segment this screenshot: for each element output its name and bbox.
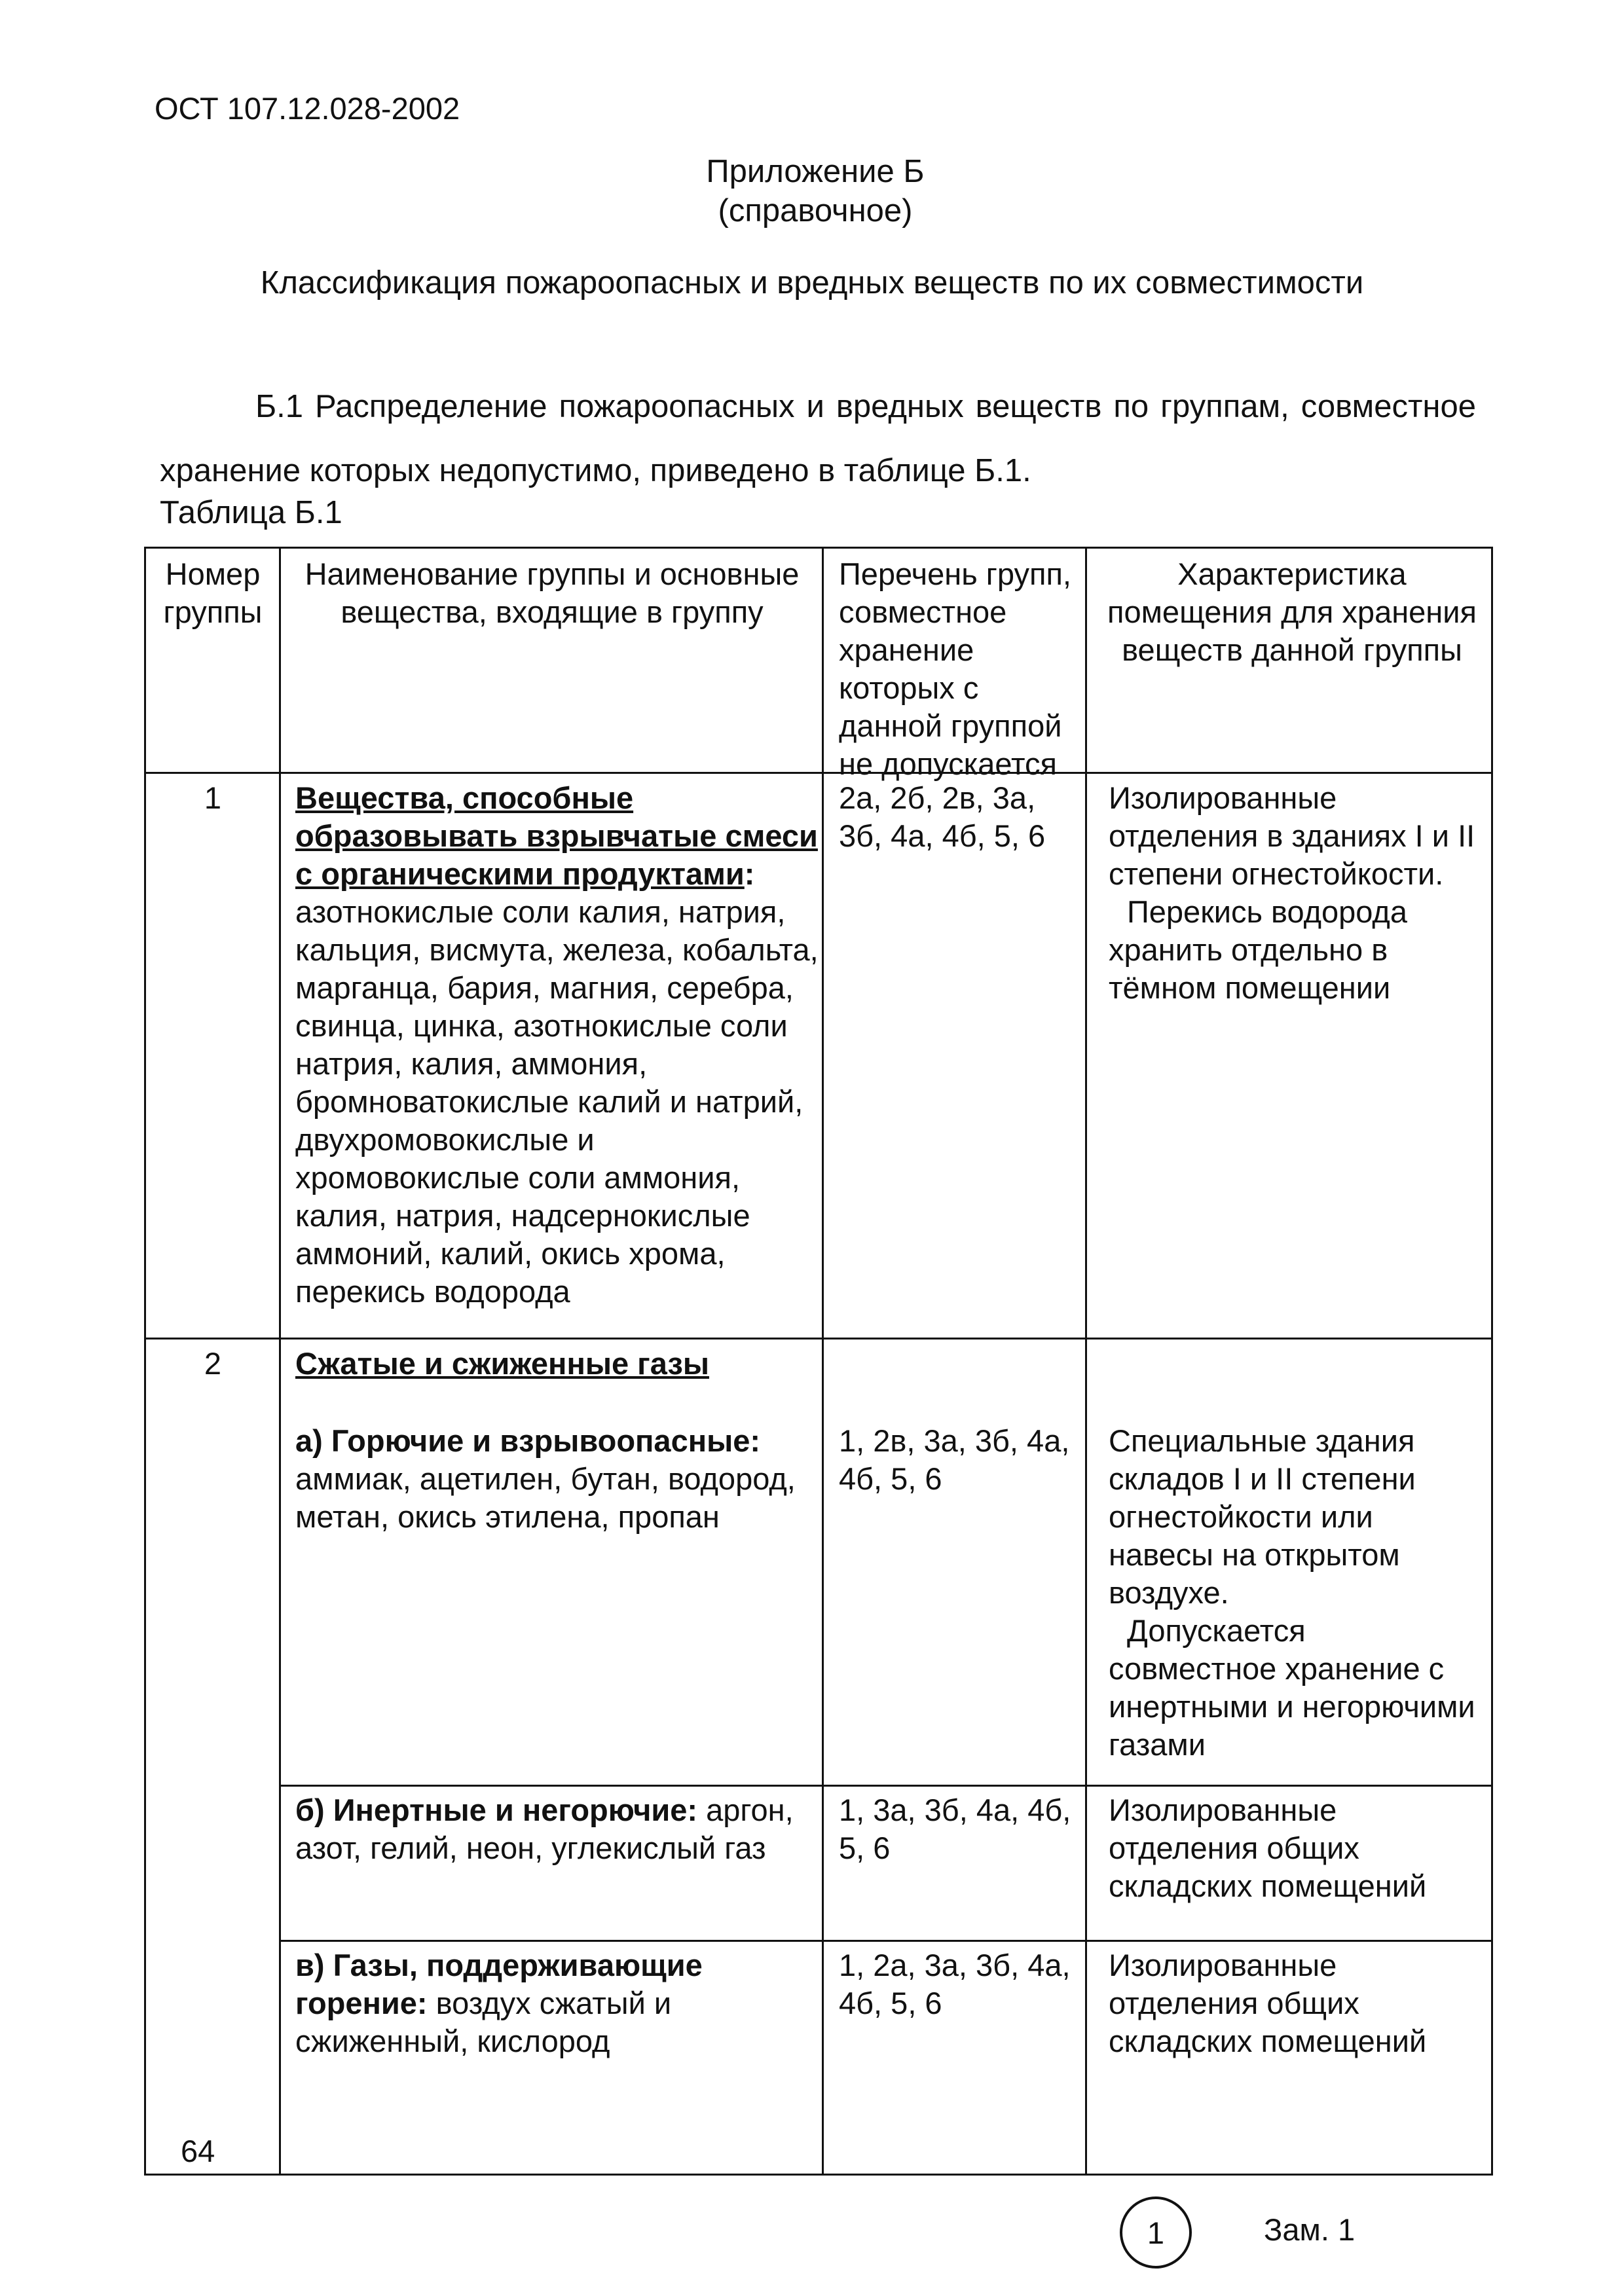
appendix-header bbox=[0, 152, 1624, 230]
revision-label: Зам. 1 bbox=[1264, 2212, 1356, 2247]
table-caption: Таблица Б.1 bbox=[160, 495, 342, 530]
row1-group-name bbox=[295, 779, 819, 1311]
row1-number: 1 bbox=[204, 780, 222, 815]
row2a-incompatible-groups: 1, 2в, 3а, 3б, 4а, 4б, 5, 6 bbox=[839, 1423, 1070, 1496]
column-divider bbox=[1085, 549, 1087, 2174]
row1-group-title: Вещества, способные образовывать взрывчатые смеси с органическими продуктами bbox=[295, 780, 818, 891]
page-number: 64 bbox=[181, 2134, 215, 2168]
classification-table bbox=[144, 547, 1493, 2176]
row2-group-title: Сжатые и сжиженные газы bbox=[295, 1346, 709, 1381]
row2c-storage: Изолированные отделения общих складских помещений bbox=[1109, 1948, 1427, 2058]
revision-number: 1 bbox=[1147, 2215, 1165, 2250]
header-incompatible-groups: Перечень групп, совместное хранение которых с данной группой не допускается bbox=[839, 556, 1071, 781]
row2b-storage: Изолированные отделения общих складских помещений bbox=[1109, 1793, 1427, 1903]
row-divider bbox=[146, 772, 1491, 774]
row1-group-substances: азотнокислые соли калия, натрия, кальция, висмута, железа, кобальта, марганца, бария, магния, серебра, свинца, цинка, азотнокислые соли натрия, калия, аммония, бромноватокислые калий и натрий, двухромовокислые и хромовокислые соли аммония, калия, натрия, надсернокислые аммоний, калий, окись хрома, перекись водорода bbox=[295, 894, 819, 1309]
row2a-group-name bbox=[295, 1422, 819, 1536]
appendix-type: (справочное) bbox=[718, 193, 913, 228]
row1-storage-main: Изолированные отделения в зданиях I и II степени огнестойкости. bbox=[1109, 780, 1475, 891]
row2b-incompatible-groups: 1, 3а, 3б, 4а, 4б, 5, 6 bbox=[839, 1793, 1071, 1865]
row2c-incompatible-groups: 1, 2а, 3а, 3б, 4а, 4б, 5, 6 bbox=[839, 1948, 1071, 2020]
row1-title-colon: : bbox=[744, 856, 755, 891]
intro-paragraph: Б.1 Распределение пожароопасных и вредных веществ по группам, совместное хранение которых недопустимо, приведено в таблице Б.1. bbox=[160, 389, 1476, 488]
row2a-storage-note: Допускается совместное хранение с инертными и негорючими газами bbox=[1109, 1613, 1475, 1762]
row2a-storage bbox=[1109, 1422, 1475, 1764]
header-storage: Характеристика помещения для хранения веществ данной группы bbox=[1107, 556, 1477, 667]
row2b-title: б) Инертные и негорючие: bbox=[295, 1793, 698, 1827]
row2-number: 2 bbox=[204, 1346, 222, 1381]
row2b-substances: аргон, азот, гелий, неон, углекислый газ bbox=[295, 1793, 794, 1865]
row-divider bbox=[146, 1338, 1491, 1339]
row2a-substances: аммиак, ацетилен, бутан, водород, метан, окись этилена, пропан bbox=[295, 1461, 796, 1534]
row1-storage-note: Перекись водорода хранить отдельно в тёмном помещении bbox=[1109, 894, 1407, 1005]
column-divider bbox=[822, 549, 824, 2174]
row1-incompatible-groups: 2а, 2б, 2в, 3а, 3б, 4а, 4б, 5, 6 bbox=[839, 780, 1046, 853]
row2c-substances: воздух сжатый и сжиженный, кислород bbox=[295, 1986, 672, 2058]
row2a-title: а) Горючие и взрывоопасные: bbox=[295, 1423, 761, 1458]
subrow-divider bbox=[279, 1785, 1491, 1787]
row2c-title: в) Газы, поддерживающие горение: bbox=[295, 1948, 703, 2020]
header-group-number: Номер группы bbox=[163, 556, 263, 629]
row2b-group-name bbox=[295, 1791, 819, 1867]
header-group-name: Наименование группы и основные вещества, входящие в группу bbox=[304, 556, 800, 629]
column-divider bbox=[279, 549, 281, 2174]
revision-number-circle bbox=[1120, 2196, 1192, 2269]
section-heading: Классификация пожароопасных и вредных веществ по их совместимости bbox=[260, 265, 1364, 301]
row2c-group-name bbox=[295, 1946, 819, 2060]
row1-storage bbox=[1109, 779, 1485, 1007]
subrow-divider bbox=[279, 1940, 1491, 1942]
document-code: ОСТ 107.12.028-2002 bbox=[155, 91, 460, 126]
appendix-title: Приложение Б bbox=[706, 154, 925, 189]
row2-group-title-cell bbox=[295, 1345, 819, 1383]
row2a-storage-main: Специальные здания складов I и II степени огнестойкости или навесы на открытом воздухе. bbox=[1109, 1423, 1416, 1610]
